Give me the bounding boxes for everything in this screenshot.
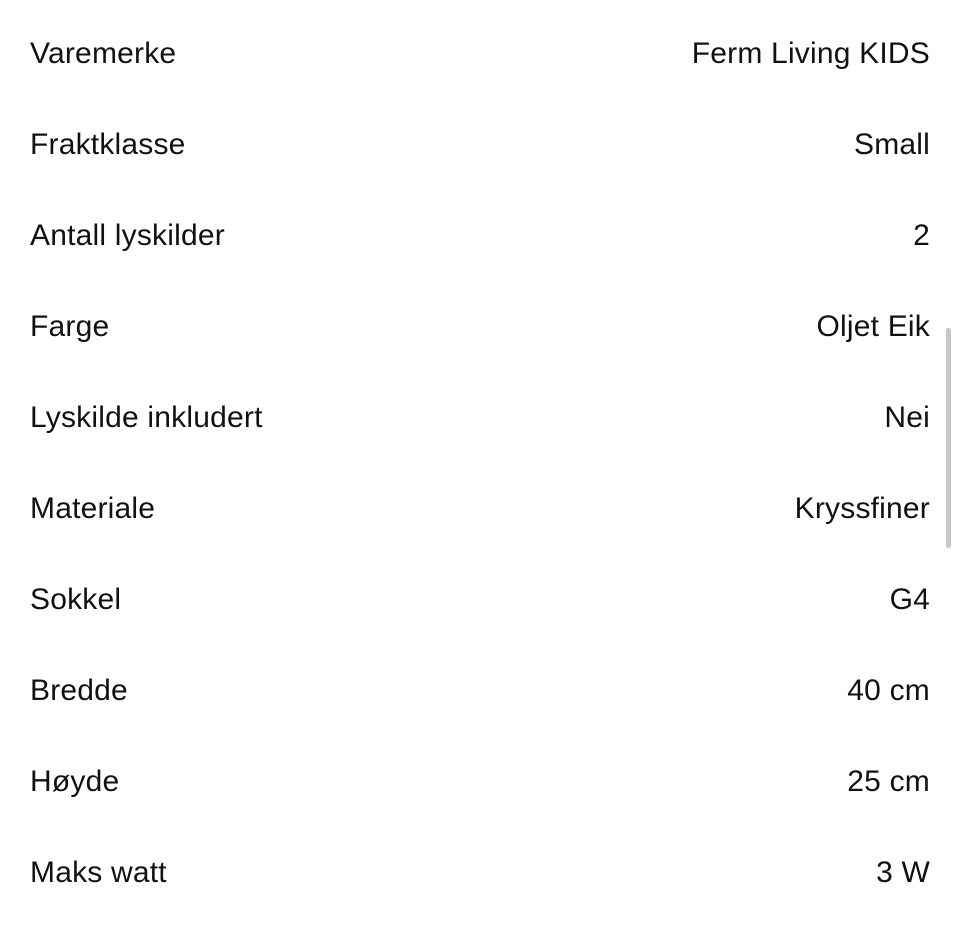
scrollbar[interactable] xyxy=(946,328,951,548)
spec-label: Antall lyskilder xyxy=(30,218,225,252)
product-spec-list xyxy=(30,8,930,918)
spec-label: Sokkel xyxy=(30,582,122,616)
spec-row-hoyde xyxy=(30,736,930,827)
spec-value: 40 cm xyxy=(847,673,930,707)
spec-value: 2 xyxy=(913,218,930,252)
spec-label: Lyskilde inkludert xyxy=(30,400,263,434)
spec-value: Nei xyxy=(884,400,930,434)
spec-row-maks-watt xyxy=(30,827,930,918)
spec-value: Kryssfiner xyxy=(794,491,930,525)
spec-row-varemerke xyxy=(30,8,930,99)
spec-value: Small xyxy=(853,127,930,161)
scrollbar-thumb[interactable] xyxy=(946,328,951,548)
spec-row-bredde xyxy=(30,645,930,736)
spec-label: Materiale xyxy=(30,491,156,525)
spec-label: Bredde xyxy=(30,673,128,707)
spec-label: Maks watt xyxy=(30,855,167,889)
spec-value: G4 xyxy=(889,582,930,616)
spec-value: 25 cm xyxy=(847,764,930,798)
spec-label: Farge xyxy=(30,309,110,343)
spec-label: Varemerke xyxy=(30,36,177,70)
spec-row-antall-lyskilder xyxy=(30,190,930,281)
spec-label: Høyde xyxy=(30,764,120,798)
spec-value: Oljet Eik xyxy=(816,309,930,343)
spec-label: Fraktklasse xyxy=(30,127,186,161)
spec-value: 3 W xyxy=(876,855,930,889)
spec-row-lyskilde-inkludert xyxy=(30,372,930,463)
spec-value: Ferm Living KIDS xyxy=(691,36,930,70)
spec-row-farge xyxy=(30,281,930,372)
spec-row-sokkel xyxy=(30,554,930,645)
spec-row-materiale xyxy=(30,463,930,554)
spec-row-fraktklasse xyxy=(30,99,930,190)
